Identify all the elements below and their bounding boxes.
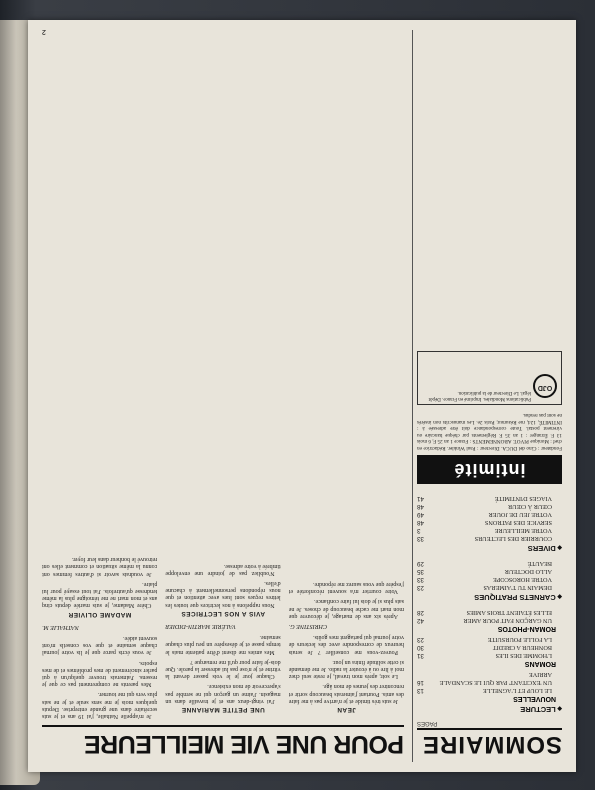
notice-heading: AVIS A NOS LECTRICES <box>181 609 265 617</box>
pages-header: PAGES <box>417 720 438 726</box>
magazine-logo-intimite: intimité <box>417 455 562 484</box>
article-column-2 <box>165 31 280 719</box>
toc-entry <box>417 635 562 643</box>
toc-entry <box>417 575 562 583</box>
letter-signature: NATHALIE M. <box>42 623 79 631</box>
toc-entry-label: LE LOUP ET L'AGNELLE <box>483 687 552 694</box>
letter-heading: JEAN <box>336 706 356 713</box>
toc-group-title: ROMAN-PHOTOS <box>497 625 556 632</box>
toc-entry-label: L'HOMME DES ILES <box>495 652 552 659</box>
paragraph: Je voudrais savoir si d'autres femmes ont connu la même situation et comment elles ont retrouvé le bonheur dans leur foyer. <box>42 556 158 577</box>
toc-entry-label: ALLO DOCTEUR <box>504 568 552 575</box>
toc-entry <box>417 643 562 651</box>
article-column-3 <box>42 31 157 719</box>
toc-entry-page: 49 <box>417 511 424 518</box>
toc-entry-label: DEMAIN TU T'AIMERAS <box>483 584 552 591</box>
paragraph: Après six ans de mariage, je découvre que mon mari me cache beaucoup de choses. Je ne sais plus si je dois lui faire confiance. <box>288 598 404 619</box>
toc-entry-label: ELLES ÉTAIENT TROIS AMIES <box>466 609 552 616</box>
toc-entry <box>417 651 562 659</box>
toc-entry <box>417 502 562 510</box>
toc-entry-label: SERVICE DES PATRONS <box>484 519 552 526</box>
toc-entry-label: CŒUR À CŒUR <box>507 503 552 510</box>
toc-entry-page: 28 <box>417 609 424 616</box>
toc-entry <box>417 526 562 534</box>
article <box>42 30 404 762</box>
toc-entry-label: VOTRE MEILLEURE <box>494 527 552 534</box>
paragraph: N'oubliez pas de joindre une enveloppe timbrée à votre adresse. <box>165 562 281 576</box>
article-columns <box>42 31 404 719</box>
paragraph: Chaque jour je le vois passer devant la vitrine et je n'ose pas lui adresser la parole. Que dois-je faire pour qu'il me remarque ? <box>165 658 281 680</box>
toc-section-carnets: ◆ CARNETS PRATIQUES <box>417 593 562 602</box>
toc-entry-page: 35 <box>417 568 424 575</box>
paragraph: Mes parents ne comprennent pas ce que je ressens. J'aimerais trouver quelqu'un à qui parler sincèrement de mes problèmes et de mes espoirs. <box>42 659 158 688</box>
toc-entry <box>417 608 562 616</box>
letter-signature: VALÉRIE MARTIN-DIDIER <box>165 622 236 630</box>
paragraph: Mes amies me disent d'être patiente mais le temps passe et je désespère un peu plus chaque semaine. <box>165 634 281 655</box>
toc-entry-label: VOTRE HOROSCOPE <box>493 576 552 583</box>
article-title: POUR UNE VIE MEILLEURE <box>42 725 404 758</box>
page-number: 2 <box>42 28 46 35</box>
magazine-page <box>28 20 576 772</box>
ojd-logo-icon: OJD <box>533 374 557 398</box>
paragraph: Chère Madame, je suis mariée depuis cinq ans et mon mari ne me témoigne plus la même tendresse qu'autrefois. J'ai tout essayé pour lui plaire. <box>42 580 158 609</box>
toc-entry-label: UN 'EXCITANT' PAR QUI LE SCANDALE ARRIVE <box>439 671 552 686</box>
toc-group-title: NOUVELLES <box>513 695 556 702</box>
paragraph: Nous rappelons à nos lectrices que toutes les lettres reçues sont lues avec attention et que nous répondons personnellement à chacune d'elles. <box>165 579 281 608</box>
letter-heading: MADAME OLIVIER <box>68 610 132 618</box>
toc-entry <box>417 567 562 575</box>
paragraph: J'ai vingt-deux ans et je travaille dans un magasin. J'aime un garçon qui ne semble pas s'apercevoir de mon existence. <box>165 683 281 704</box>
publisher-text: Publications Mondiales. Imprimé en France. Dépôt légal. Le Directeur de la publication. <box>428 390 531 402</box>
toc-entry-page: 23 <box>417 584 424 591</box>
letter-signature: CHRISTINE G. <box>288 622 328 630</box>
paragraph: Votre courrier m'a souvent réconfortée et j'espère que vous saurez me répondre. <box>288 580 404 595</box>
paragraph: Je suis très timide et je n'arrive pas à me faire des amis. Pourtant j'aimerais beaucoup sortir et rencontrer des jeunes de mon âge. <box>288 683 404 704</box>
paragraph: Pouvez-vous me conseiller ? Je serais heureux de correspondre avec des lecteurs de votre journal qui partagent mes goûts. <box>288 634 404 655</box>
toc-entry <box>417 616 562 624</box>
toc-entry-label: BEAUTÉ <box>527 560 552 567</box>
article-column-1 <box>289 31 404 719</box>
toc-entry-page: 33 <box>417 576 424 583</box>
toc-entry-label: COURRIER DES LECTEURS <box>474 535 552 542</box>
toc-entry <box>417 686 562 694</box>
toc-entry-page: 3 <box>417 527 421 534</box>
toc-entry-label: VOTRE JEU DE JOUER <box>488 511 552 518</box>
toc-entry-label: BONHEUR A CREDIT <box>492 644 552 651</box>
toc-section-lecture: ◆ LECTURE <box>417 705 562 714</box>
toc-entry-page: 29 <box>417 560 424 567</box>
table-of-contents <box>412 30 562 762</box>
credits-text: Fondateur : Cino del DUCA. Directeur : Paul Winkler. Rédactrice en chef : Monique PIVOT. ABONNEMENTS : France 1 an 25 F, 6 mois 13 F. Étranger : 1 an 35 F. Règlements par chèque bancaire ou virement postal. Toute correspondance doit être adressée à : INTIMITÉ, 124, rue Réaumur, Paris 2e. Les manuscrits non insérés ne sont pas rendus. <box>417 412 562 451</box>
toc-entry-page: 41 <box>417 495 424 502</box>
toc-entry-label: VIAGES D'INTIMITÉ <box>494 495 552 502</box>
toc-entry-page: 48 <box>417 519 424 526</box>
toc-entry-page: 48 <box>417 503 424 510</box>
toc-entry-label: UN GARÇON FAIT POUR AMER <box>463 617 552 624</box>
toc-entry <box>417 670 562 686</box>
toc-title: SOMMAIRE <box>417 728 562 758</box>
toc-entry <box>417 510 562 518</box>
toc-entry-page: 13 <box>417 687 424 694</box>
page-content <box>42 30 562 762</box>
toc-section-divers: ◆ DIVERS <box>417 544 562 553</box>
toc-entry-page: 16 <box>417 679 424 686</box>
toc-group-title: ROMANS <box>524 660 556 667</box>
toc-entry-page: 31 <box>417 652 424 659</box>
paragraph: Je vous écris parce que je lis votre journal chaque semaine et que vos conseils m'ont souvent aidée. <box>42 634 158 656</box>
toc-entry <box>417 583 562 591</box>
toc-entry-page: 33 <box>417 535 424 542</box>
paragraph: Je m'appelle Nathalie, j'ai 19 ans et je suis secrétaire dans une grande entreprise. Depuis quelques mois je me sens seule et je ne sais plus vers qui me tourner. <box>42 691 158 719</box>
toc-entry <box>417 518 562 526</box>
toc-entry-page: 42 <box>417 617 424 624</box>
toc-entry-page: 23 <box>417 636 424 643</box>
toc-entry <box>417 534 562 542</box>
toc-entry <box>417 559 562 567</box>
toc-entry-page: 30 <box>417 644 424 651</box>
letter-heading: UNE PETITE MARIANNE <box>181 706 265 713</box>
publisher-box <box>417 351 562 405</box>
paragraph: Le soir, après mon travail, je reste seul chez moi à lire ou à écouter la radio. Je me demande si cette solitude finira un jour. <box>288 658 404 680</box>
toc-entry-label: LA FOLLE POURSUITE <box>487 636 552 643</box>
toc-entry <box>417 494 562 502</box>
